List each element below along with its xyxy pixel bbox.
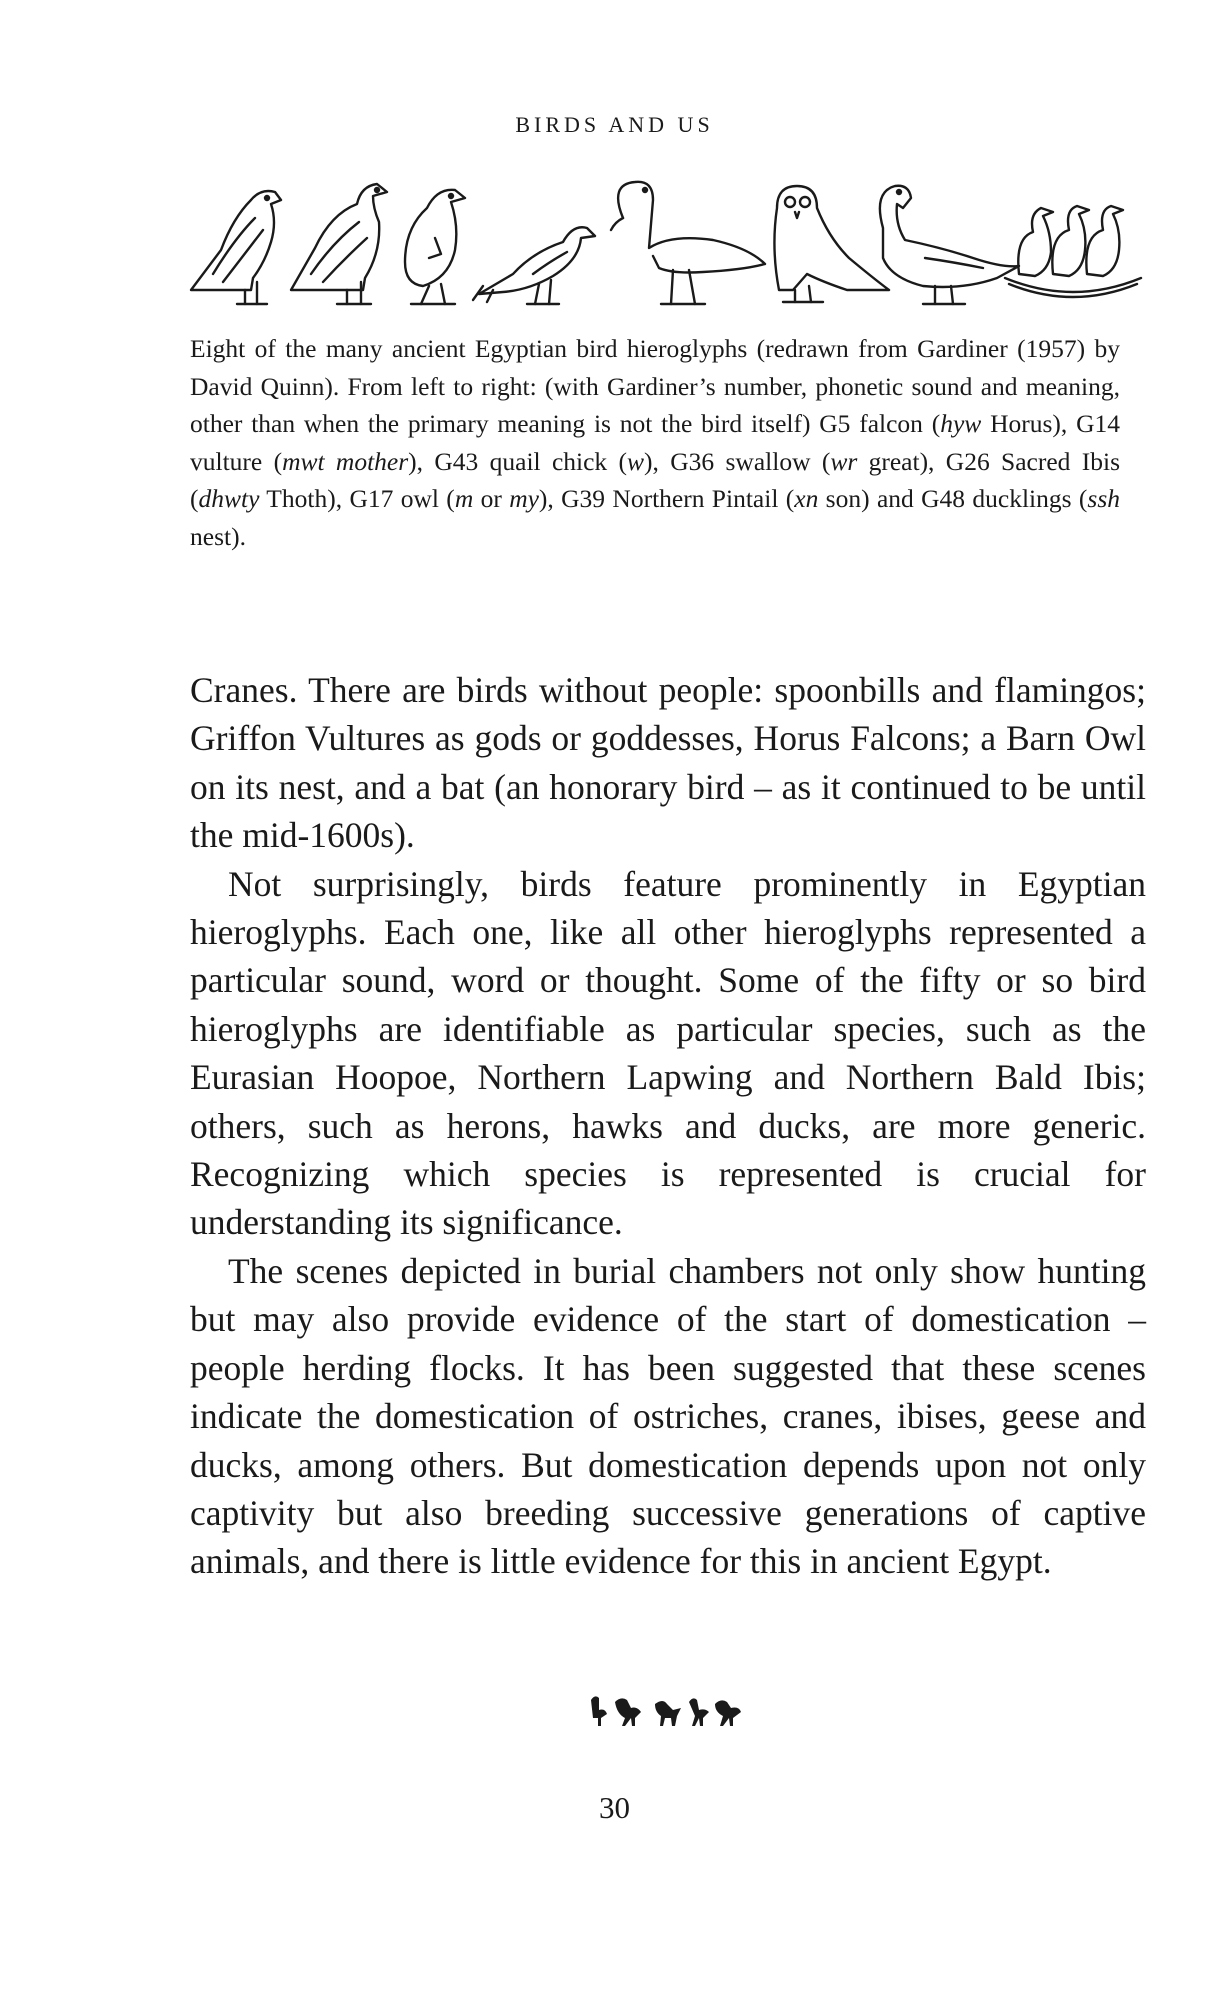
figure-caption <box>190 330 1120 555</box>
caption-italic: m <box>454 484 474 513</box>
caption-italic: my <box>509 484 539 513</box>
ducklings-glyph-icon <box>1005 206 1141 297</box>
paragraph: Not surprisingly, birds feature prominently in Egyptian hieroglyphs. Each one, like all other hieroglyphs represented a particular sound, word or thought. Some of the fifty or so bird hieroglyphs are identifiable as particular species, such as the Eurasian Hoopoe, Northern Lapwing and Northern Bald Ibis; others, such as herons, hawks and ducks, are more generic. Recognizing which species is represented is crucial for understanding its significance. <box>190 863 1146 1243</box>
caption-italic: mwt mother <box>282 446 409 476</box>
caption-italic: w <box>627 446 645 476</box>
caption-text: ), G36 swallow ( <box>644 446 831 476</box>
caption-text: ), G39 Northern Pintail ( <box>538 484 795 513</box>
falcon-glyph-icon <box>191 191 281 304</box>
quail-chick-glyph-icon <box>405 190 465 304</box>
body-text <box>190 666 1146 1586</box>
bird-ornament-icon <box>585 1690 745 1730</box>
vulture-glyph-icon <box>291 184 387 304</box>
ibis-glyph-icon <box>611 182 765 304</box>
caption-text: or <box>473 484 510 513</box>
swallow-glyph-icon <box>473 227 595 304</box>
caption-italic: ssh <box>1087 484 1120 513</box>
owl-glyph-icon <box>774 186 889 302</box>
caption-italic: dhwty <box>198 484 260 513</box>
caption-text: Horus), G14 vulture ( <box>190 409 1120 476</box>
caption-italic: hyw <box>940 409 982 438</box>
running-head: BIRDS AND US <box>515 112 714 137</box>
pintail-glyph-icon <box>880 186 1019 304</box>
caption-italic: xn <box>794 484 819 513</box>
caption-italic: wr <box>830 446 858 476</box>
caption-text: son) and G48 ducklings ( <box>818 484 1088 513</box>
caption-text: Eight of the many ancient Egyptian bird hieroglyphs (redrawn from Gardiner (1957) by David Quinn). From left to right: (with Gardiner’s number, phonetic sound and meaning, other than when the primary meaning is not the bird itself) G5 falcon ( <box>190 334 1120 438</box>
paragraph: Cranes. There are birds without people: spoonbills and flamingos; Griffon Vultures as gods or goddesses, Horus Falcons; a Barn Owl on its nest, and a bat (an honorary bird – as it continued to be until the mid-1600s). <box>190 670 1146 856</box>
page-number: 30 <box>599 1790 630 1825</box>
paragraph: The scenes depicted in burial chambers not only show hunting but may also provide evidence of the start of domestication – people herding flocks. It has been suggested that these scenes indicate the domestication of ostriches, cranes, ibises, geese and ducks, among others. But domestication depends upon not only captivity but also breeding successive generations of captive animals, and there is little evidence for this in ancient Egypt. <box>190 1250 1146 1582</box>
caption-text: nest). <box>190 521 246 551</box>
caption-text: ), G43 quail chick ( <box>408 446 628 476</box>
caption-text: great), G26 Sacred Ibis ( <box>190 446 1121 513</box>
hieroglyph-figure <box>183 178 1145 306</box>
caption-text: Thoth), G17 owl ( <box>259 484 455 513</box>
